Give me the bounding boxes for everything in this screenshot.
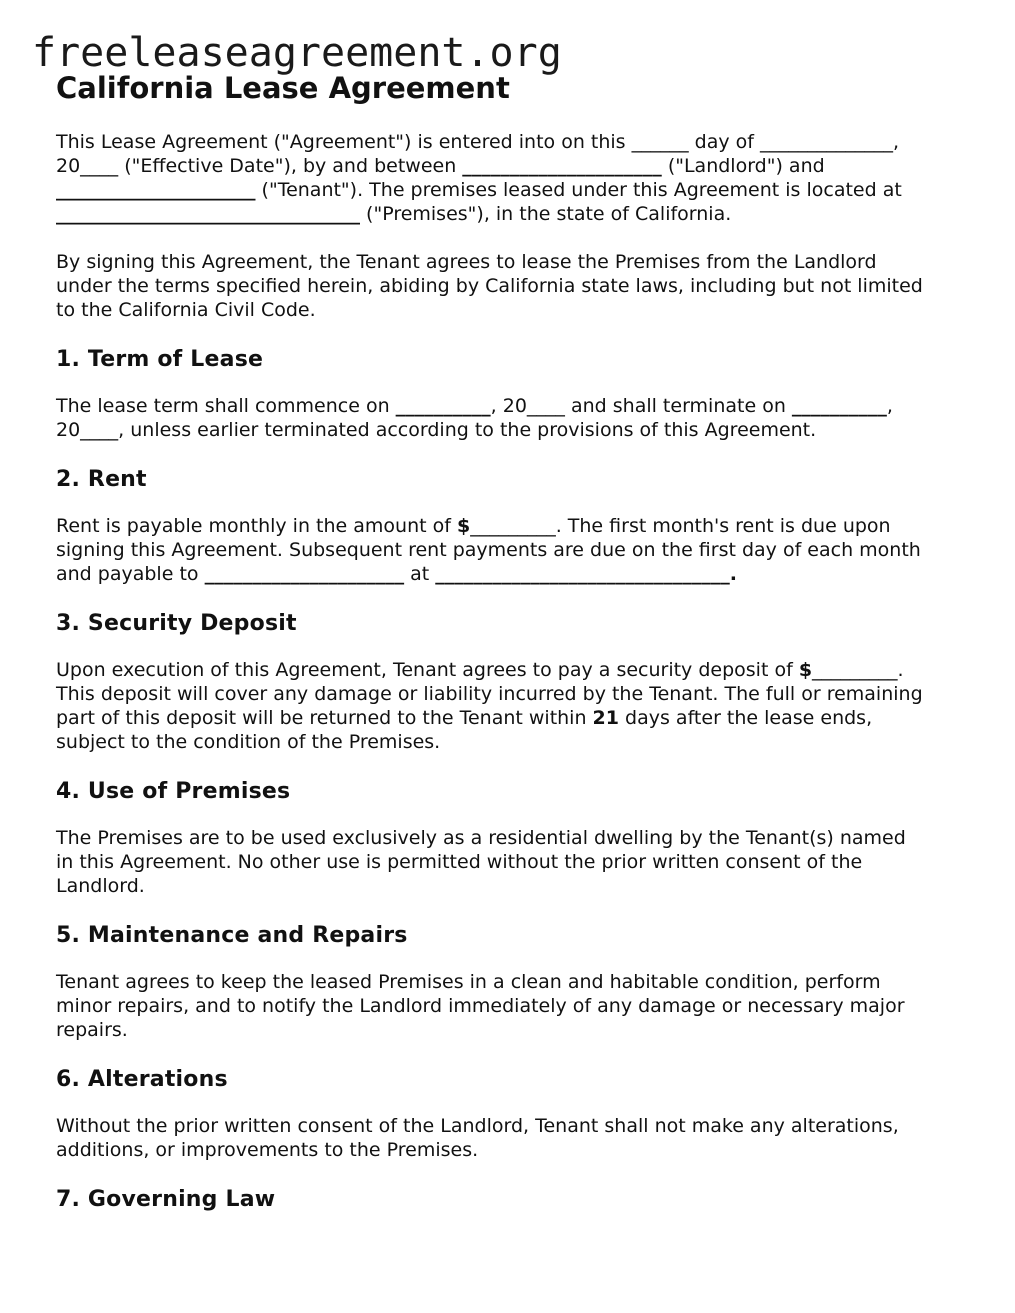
- commence-date-blank: __________: [395, 395, 491, 417]
- deposit-return-days: 21: [592, 707, 619, 729]
- term-line-1-end: ,: [886, 395, 893, 417]
- intro-line-1: This Lease Agreement ("Agreement") is entered into on this ______ day of ______________,: [56, 131, 900, 153]
- rent-line-3-end: .: [729, 563, 737, 585]
- deposit-amount-blank: _________: [812, 659, 898, 681]
- agreement-line-3: to the California Civil Code.: [56, 299, 316, 321]
- rent-line-3: and payable to: [56, 563, 205, 585]
- section-heading-use: 4. Use of Premises: [56, 779, 291, 804]
- alterations-line-1: Without the prior written consent of the Landlord, Tenant shall not make any alterations,: [56, 1115, 899, 1137]
- document-title: California Lease Agreement: [56, 71, 510, 105]
- maintenance-paragraph: [56, 970, 971, 1042]
- deposit-line-1: Upon execution of this Agreement, Tenant agrees to pay a security deposit of: [56, 659, 799, 681]
- payee-blank: _____________________: [204, 563, 405, 585]
- section-heading-alterations: 6. Alterations: [56, 1067, 228, 1092]
- premises-blank: ________________________________: [56, 203, 360, 225]
- intro-paragraph: [56, 130, 971, 226]
- site-header: freeleaseagreement.org: [32, 30, 562, 76]
- rent-line-2: signing this Agreement. Subsequent rent payments are due on the first day of each month: [56, 539, 921, 561]
- intro-line-2-end: ("Landlord") and: [661, 155, 825, 177]
- intro-line-2: 20____ ("Effective Date"), by and between: [56, 155, 463, 177]
- term-line-1: The lease term shall commence on: [56, 395, 396, 417]
- payment-address-blank: _______________________________: [435, 563, 730, 585]
- term-line-1-mid: , 20____ and shall terminate on: [490, 395, 792, 417]
- agreement-paragraph: [56, 250, 971, 322]
- maintenance-line-2: minor repairs, and to notify the Landlord immediately of any damage or necessary major: [56, 995, 905, 1017]
- deposit-dollar-sign: $: [798, 659, 813, 681]
- section-heading-deposit: 3. Security Deposit: [56, 611, 297, 636]
- term-paragraph: [56, 394, 971, 442]
- intro-line-3: ("Tenant"). The premises leased under this Agreement is located at: [255, 179, 902, 201]
- lease-document: [56, 70, 971, 1234]
- section-heading-governing-law: 7. Governing Law: [56, 1187, 276, 1212]
- use-line-3: Landlord.: [56, 875, 145, 897]
- section-heading-maintenance: 5. Maintenance and Repairs: [56, 923, 408, 948]
- section-heading-term: 1. Term of Lease: [56, 347, 264, 372]
- section-heading-rent: 2. Rent: [56, 467, 147, 492]
- agreement-line-1: By signing this Agreement, the Tenant agrees to lease the Premises from the Landlord: [56, 251, 877, 273]
- term-line-2: 20____, unless earlier terminated according to the provisions of this Agreement.: [56, 419, 817, 441]
- use-line-2: in this Agreement. No other use is permitted without the prior written consent of the: [56, 851, 863, 873]
- landlord-blank: _____________________: [462, 155, 662, 177]
- deposit-line-4: subject to the condition of the Premises.: [56, 731, 441, 753]
- rent-line-3-mid: at: [404, 563, 436, 585]
- deposit-line-1-end: .: [897, 659, 904, 681]
- deposit-line-3: part of this deposit will be returned to the Tenant within: [56, 707, 593, 729]
- alterations-line-2: additions, or improvements to the Premises.: [56, 1139, 479, 1161]
- rent-paragraph: [56, 514, 971, 586]
- rent-dollar-sign: $: [456, 515, 471, 537]
- use-line-1: The Premises are to be used exclusively as a residential dwelling by the Tenant(s) named: [56, 827, 906, 849]
- rent-amount-blank: _________: [470, 515, 556, 537]
- alterations-paragraph: [56, 1114, 971, 1162]
- deposit-paragraph: [56, 658, 971, 754]
- deposit-line-2: This deposit will cover any damage or liability incurred by the Tenant. The full or remaining: [56, 683, 923, 705]
- agreement-line-2: under the terms specified herein, abiding by California state laws, including but not limited: [56, 275, 923, 297]
- deposit-line-3-end: days after the lease ends,: [619, 707, 873, 729]
- rent-line-1-end: . The first month's rent is due upon: [555, 515, 891, 537]
- use-paragraph: [56, 826, 971, 898]
- tenant-blank: _____________________: [56, 179, 256, 201]
- terminate-date-blank: __________: [791, 395, 887, 417]
- rent-line-1: Rent is payable monthly in the amount of: [56, 515, 457, 537]
- maintenance-line-3: repairs.: [56, 1019, 128, 1041]
- maintenance-line-1: Tenant agrees to keep the leased Premises in a clean and habitable condition, perform: [56, 971, 881, 993]
- intro-line-4: ("Premises"), in the state of California.: [360, 203, 732, 225]
